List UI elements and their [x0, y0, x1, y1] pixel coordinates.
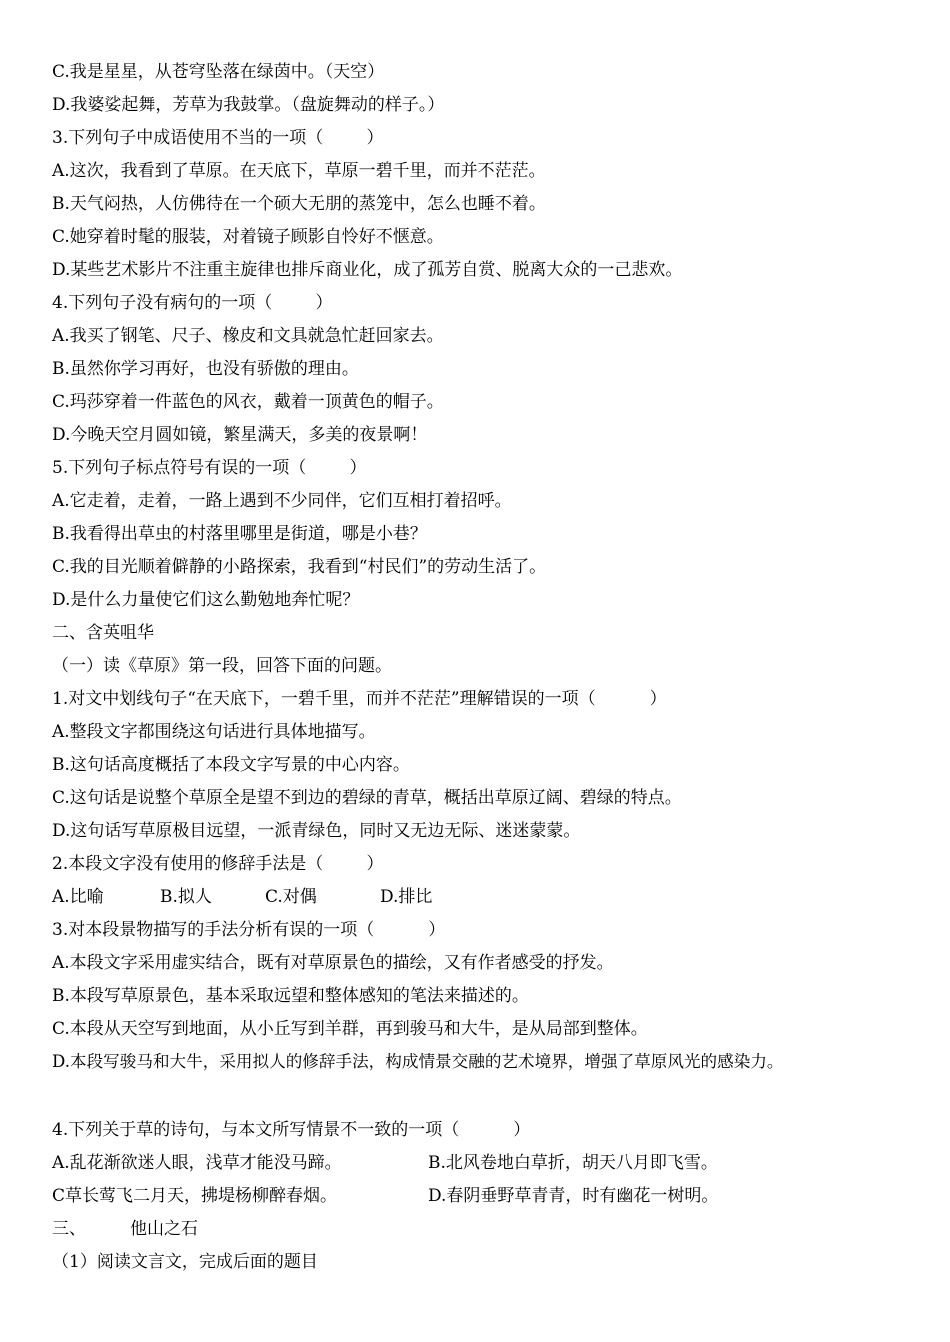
text-line: C.我是星星，从苍穹坠落在绿茵中。（天空） — [52, 62, 385, 82]
question-line: 4.下列关于草的诗句，与本文所写情景不一致的一项（ ） — [52, 1120, 531, 1140]
option-a: A.比喻 — [52, 887, 104, 907]
text-line: A.本段文字采用虚实结合，既有对草原景色的描绘，又有作者感受的抒发。 — [52, 953, 614, 973]
text-line: B.本段写草原景色，基本采取远望和整体感知的笔法来描述的。 — [52, 986, 529, 1006]
text-line: A.整段文字都围绕这句话进行具体地描写。 — [52, 722, 376, 742]
text-line: D.本段写骏马和大牛，采用拟人的修辞手法，构成情景交融的艺术境界，增强了草原风光的感染力。 — [52, 1052, 784, 1071]
poem-option-a: A.乱花渐欲迷人眼，浅草才能没马蹄。 — [52, 1153, 342, 1173]
section-3-title: 他山之石 — [130, 1219, 198, 1239]
text-line: C.我的目光顺着僻静的小路探索，我看到“村民们”的劳动生活了。 — [52, 557, 547, 577]
text-line: B.天气闷热，人仿佛待在一个硕大无朋的蒸笼中，怎么也睡不着。 — [52, 194, 546, 214]
text-line: D.我婆娑起舞，芳草为我鼓掌。（盘旋舞动的样子。） — [52, 95, 445, 115]
sub-section-heading: （1）阅读文言文，完成后面的题目 — [52, 1252, 318, 1272]
text-line: D.这句话写草原极目远望，一派青绿色，同时又无边无际、迷迷蒙蒙。 — [52, 821, 581, 841]
text-line: B.我看得出草虫的村落里哪里是街道，哪是小巷？ — [52, 524, 427, 544]
text-line: C.她穿着时髦的服装，对着镜子顾影自怜好不惬意。 — [52, 227, 444, 247]
option-b: B.拟人 — [160, 887, 212, 907]
question-line: 1.对文中划线句子“在天底下，一碧千里，而并不茫茫”理解错误的一项（ ） — [52, 689, 667, 709]
text-line: D.是什么力量使它们这么勤勉地奔忙呢？ — [52, 590, 360, 610]
poem-option-b: B.北风卷地白草折，胡天八月即飞雪。 — [428, 1153, 718, 1173]
text-line: D.某些艺术影片不注重主旋律也排斥商业化，成了孤芳自赏、脱离大众的一己悲欢。 — [52, 260, 683, 280]
text-line: A.我买了钢笔、尺子、橡皮和文具就急忙赶回家去。 — [52, 326, 444, 346]
poem-option-d: D.春阴垂野草青青，时有幽花一树明。 — [428, 1186, 719, 1206]
question-line: 3.对本段景物描写的手法分析有误的一项（ ） — [52, 920, 446, 940]
text-line: D.今晚天空月圆如镜，繁星满天，多美的夜景啊！ — [52, 425, 428, 445]
question-line: 5.下列句子标点符号有误的一项（ ） — [52, 458, 367, 478]
question-line: 4.下列句子没有病句的一项（ ） — [52, 293, 333, 313]
section-3-number: 三、 — [52, 1219, 86, 1239]
section-heading: 二、含英咀华 — [52, 623, 154, 643]
poem-option-c: C草长莺飞二月天，拂堤杨柳醉春烟。 — [52, 1186, 338, 1206]
question-line: 3.下列句子中成语使用不当的一项（ ） — [52, 128, 384, 148]
text-line: C.这句话是说整个草原全是望不到边的碧绿的青草，概括出草原辽阔、碧绿的特点。 — [52, 788, 682, 808]
text-line: C.玛莎穿着一件蓝色的风衣，戴着一顶黄色的帽子。 — [52, 392, 444, 412]
option-c: C.对偶 — [265, 887, 317, 907]
text-line: C.本段从天空写到地面，从小丘写到羊群，再到骏马和大牛，是从局部到整体。 — [52, 1019, 648, 1039]
option-d: D.排比 — [380, 887, 433, 907]
sub-section-heading: （一）读《草原》第一段，回答下面的问题。 — [52, 656, 392, 676]
text-line: B.虽然你学习再好，也没有骄傲的理由。 — [52, 359, 359, 379]
text-line: B.这句话高度概括了本段文字写景的中心内容。 — [52, 755, 410, 775]
text-line: A.它走着，走着，一路上遇到不少同伴，它们互相打着招呼。 — [52, 491, 512, 511]
question-line: 2.本段文字没有使用的修辞手法是（ ） — [52, 854, 384, 874]
text-line: A.这次，我看到了草原。在天底下，草原一碧千里，而并不茫茫。 — [52, 161, 546, 181]
